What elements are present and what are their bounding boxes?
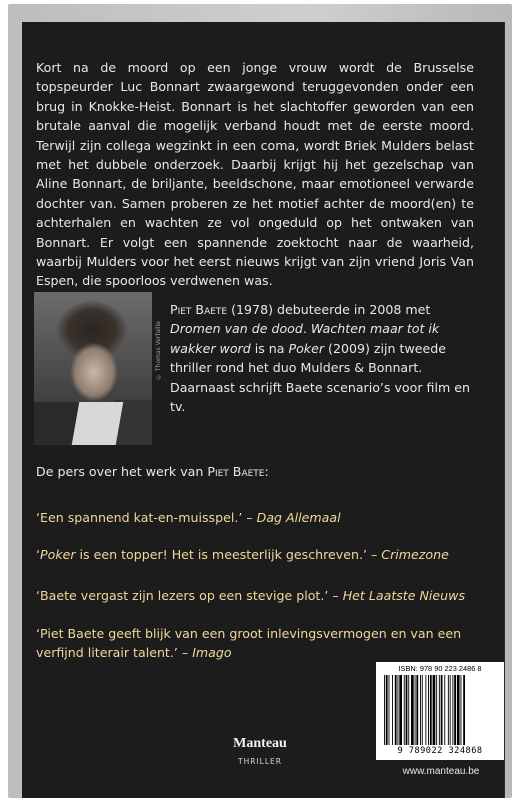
genre-label: THRILLER	[238, 757, 282, 766]
barcode-bar	[386, 675, 388, 745]
blurb-paragraph: Kort na de moord op een jonge vrouw wordt de Brusselse topspeurder Luc Bonnart zwaargewond teruggevonden onder een brug in Knokke-Heist. Bonnart is het slachtoffer geworden van een brutale aanval die mogelijk verband houdt met de eerste moord. Terwijl zijn collega wegzinkt in een coma, wordt Briek Mulders belast met het dubbele onderzoek. Daarbij krijgt hij het gezelschap van Aline Bonnart, de briljante, beeldschone, maar emotioneel verwarde dochter van. Samen proberen ze het motief achter de moord(en) te achterhalen en wachten ze vol ongeduld op het ontwaken van Bonnart. Er volgt een spannende zoektocht naar de waarheid, waarbij Mulders voor het eerst nieuws krijgt van zijn vriend Joris Van Espen, die spoorloos verdwenen was.	[36, 60, 474, 289]
barcode-bar	[415, 675, 416, 745]
barcode-bar	[420, 675, 421, 745]
quote-dash: –	[177, 645, 193, 660]
barcode-bar	[441, 675, 443, 745]
barcode-bars	[384, 675, 496, 745]
press-quote	[36, 545, 476, 564]
barcode-bar	[422, 675, 423, 745]
barcode-bar	[452, 675, 453, 745]
barcode-bar	[389, 675, 390, 745]
barcode-bar	[408, 675, 409, 745]
quote-source: Dag Allemaal	[256, 510, 341, 525]
quote-dash: –	[366, 547, 382, 562]
press-heading	[36, 462, 476, 481]
author-bio-part-2: .	[302, 321, 311, 337]
quote-open-mark: ‘	[36, 547, 41, 562]
quote-source: Crimezone	[381, 547, 449, 562]
barcode-bar	[425, 675, 426, 745]
barcode-bar	[428, 675, 429, 745]
publisher-website: www.manteau.be	[402, 766, 480, 777]
press-heading-name: Piet Baete	[207, 464, 265, 479]
barcode-bar	[444, 675, 445, 745]
barcode-bar	[384, 675, 385, 745]
press-quote	[36, 624, 476, 662]
press-heading-suffix: :	[264, 464, 269, 479]
barcode-digits: 9 789022 324868	[397, 746, 483, 756]
quote-text: ‘Een spannend kat-en-muisspel.’	[36, 510, 243, 525]
quote-dash: –	[328, 588, 343, 603]
barcode-bar	[416, 675, 418, 745]
barcode-bar	[448, 675, 449, 745]
photo-credit: © Thomas Verfaille	[155, 321, 162, 380]
author-bio-part-1: (1978) debuteerde in 2008 met	[227, 302, 431, 317]
author-book-1: Dromen van de dood	[170, 321, 303, 337]
barcode-bar	[398, 675, 399, 745]
barcode-bar	[395, 675, 397, 745]
author-book-2: Wachten maar tot ik wakker word	[170, 321, 440, 356]
quote-book-title: Poker	[40, 547, 76, 562]
press-quote	[36, 586, 476, 605]
quote-dash: –	[242, 510, 257, 525]
author-bio-part-4: (2009) zijn tweede thriller rond het duo Mulders & Bonnart. Daarnaast schrijft Baete scenario’s voor film en tv.	[170, 340, 470, 415]
barcode-bar	[439, 675, 440, 745]
quote-text: ‘Baete vergast zijn lezers op een stevige plot.’	[36, 588, 329, 603]
author-bio	[170, 300, 475, 416]
author-book-3: Poker	[288, 340, 325, 356]
isbn-label: ISBN: 978 90 223 2486 8	[398, 664, 482, 673]
author-photo	[34, 292, 152, 445]
quote-source: Imago	[192, 645, 232, 660]
barcode-bar	[461, 675, 462, 745]
press-quote	[36, 508, 476, 527]
barcode-bar	[392, 675, 393, 745]
barcode-bar	[436, 675, 437, 745]
barcode-bar	[406, 675, 408, 745]
barcode-bar	[404, 675, 405, 745]
publisher-logo: Manteau	[233, 736, 287, 751]
press-heading-prefix: De pers over het werk van	[36, 464, 208, 479]
quote-text: ‘Piet Baete geeft blijk van een groot inlevingsvermogen en van een verfijnd literair talent.’	[36, 626, 462, 660]
isbn-barcode	[376, 662, 504, 760]
barcode-bar	[454, 675, 456, 745]
barcode-bar	[411, 675, 414, 745]
quote-source: Het Laatste Nieuws	[342, 588, 466, 603]
barcode-bar	[457, 675, 460, 745]
barcode-bar	[399, 675, 402, 745]
author-bio-part-3: is na	[250, 340, 289, 356]
barcode-bar	[430, 675, 432, 745]
barcode-bar	[463, 675, 465, 745]
author-name: Piet Baete	[170, 302, 228, 317]
quote-text: is een topper! Het is meesterlijk geschreven.’	[75, 547, 367, 562]
barcode-bar	[433, 675, 436, 745]
barcode-bar	[450, 675, 451, 745]
